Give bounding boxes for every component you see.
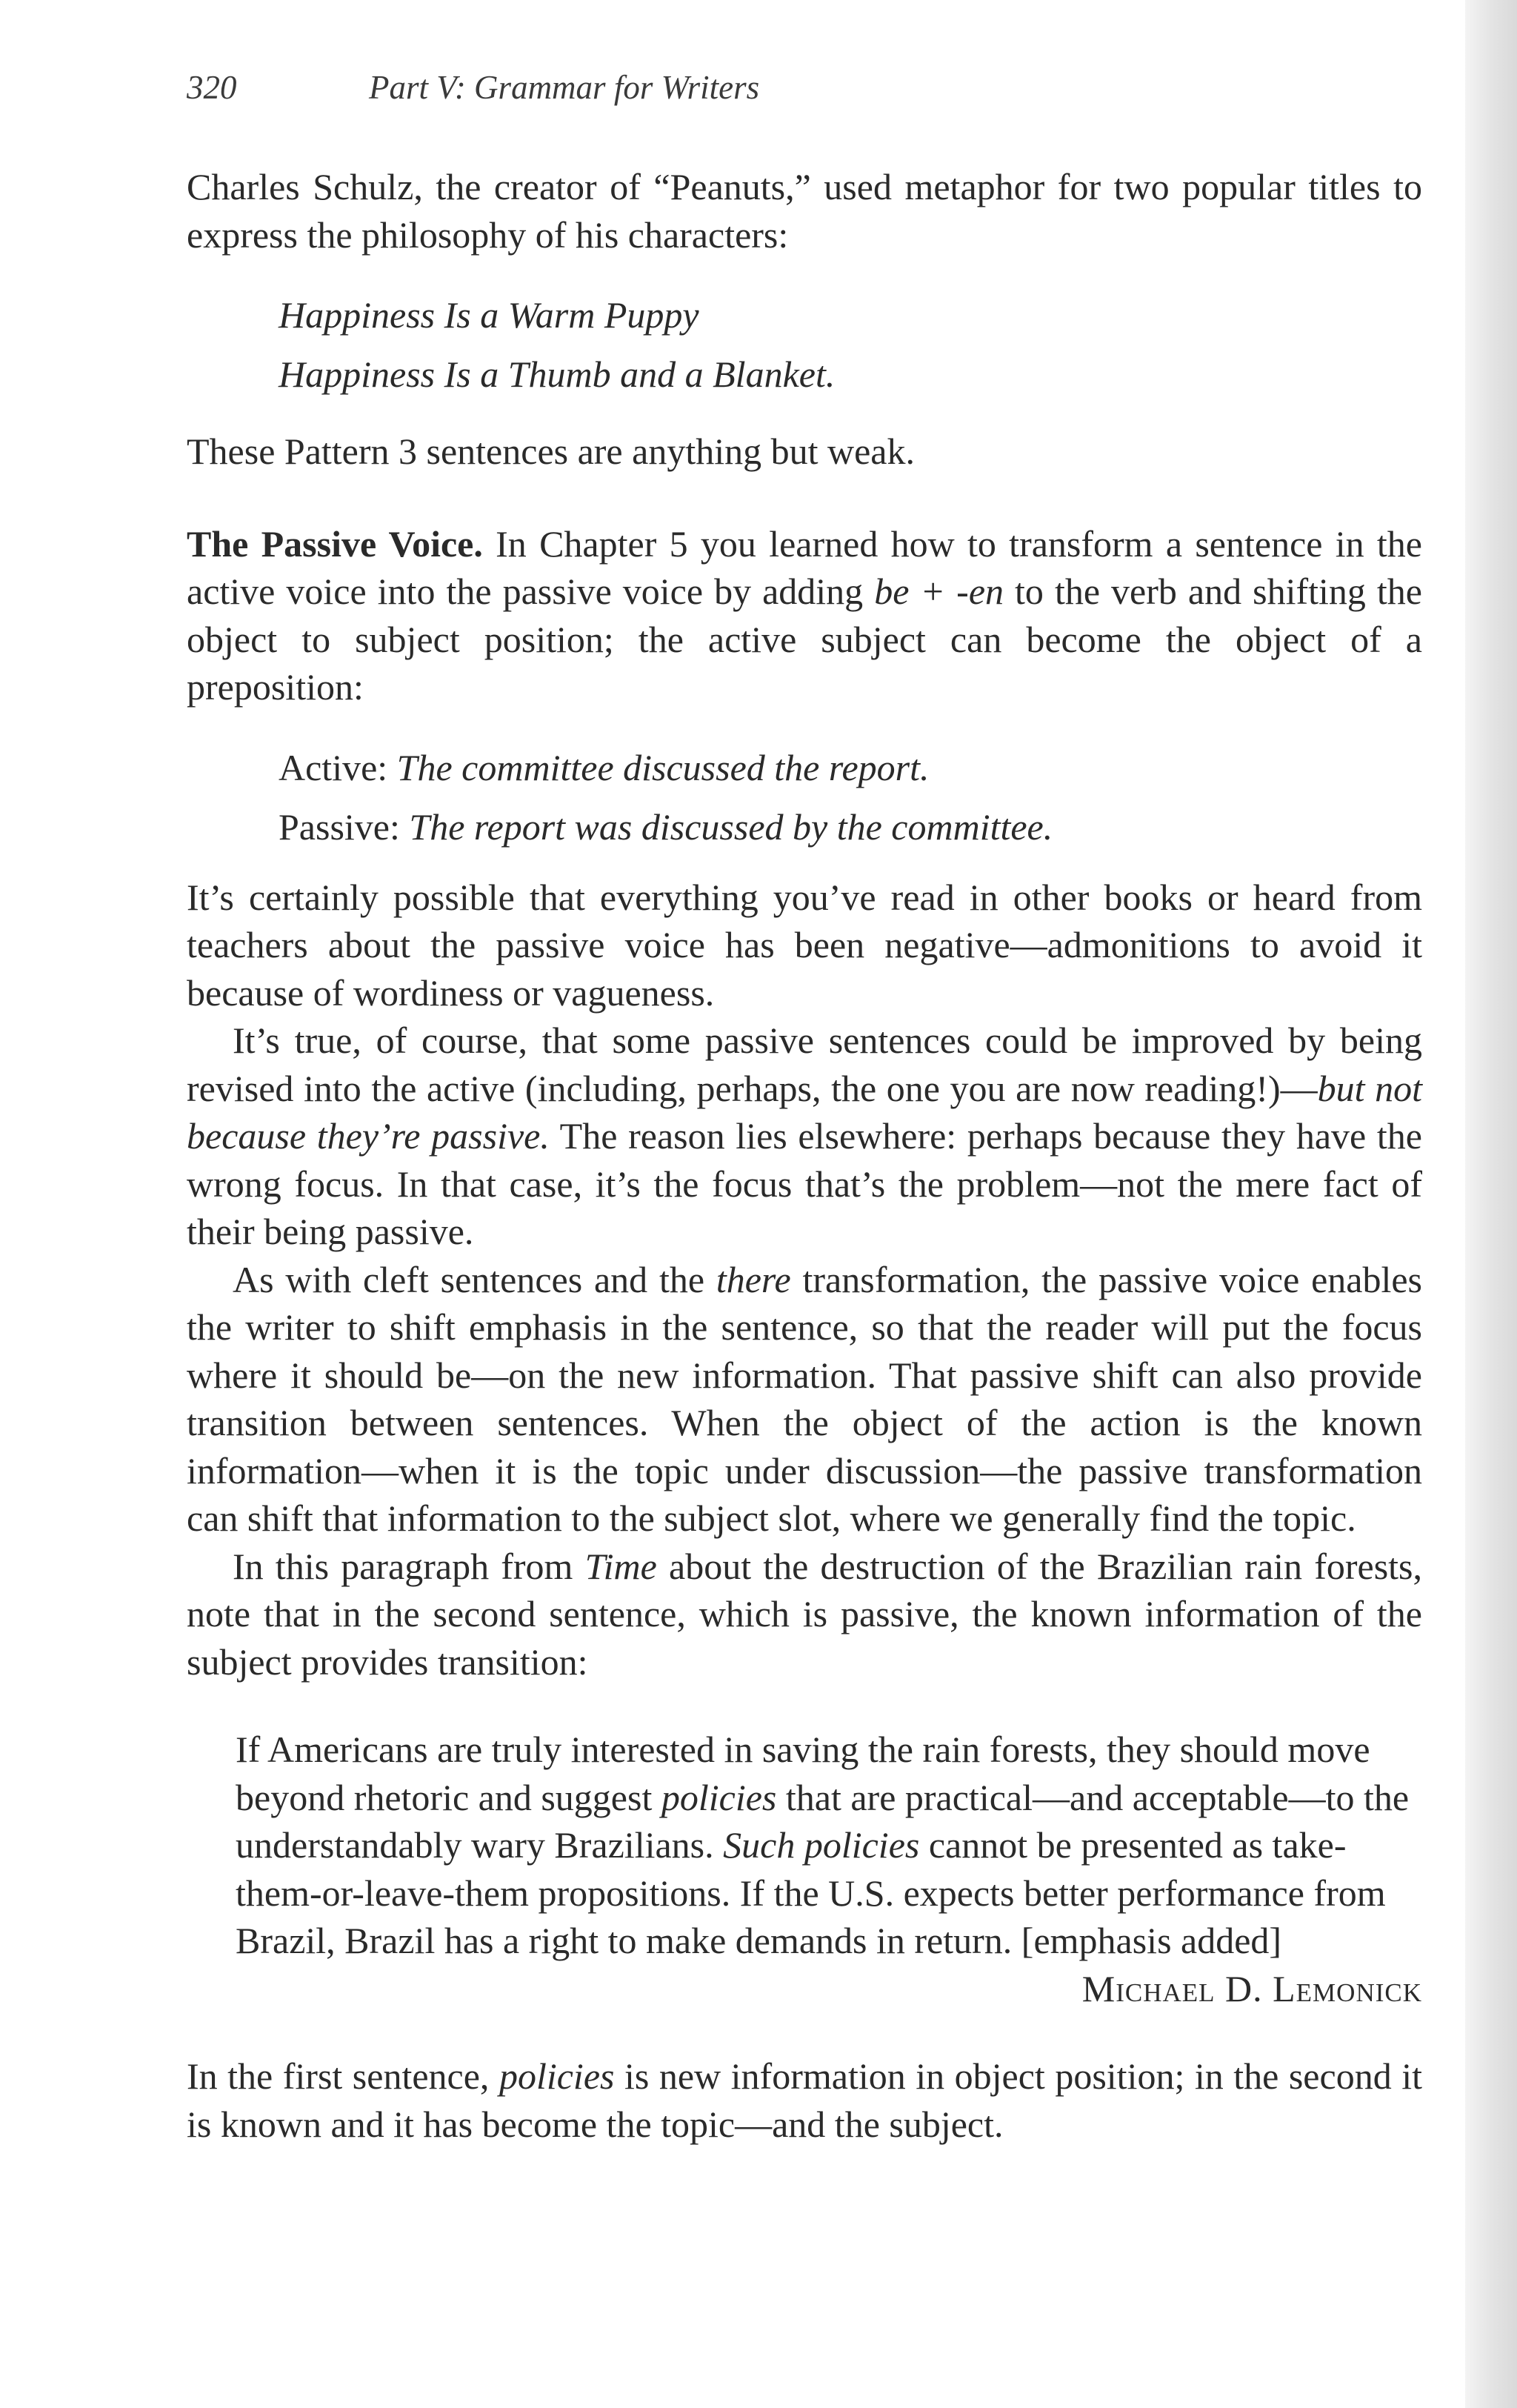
section-heading: The Passive Voice. <box>187 522 483 565</box>
title-item: Happiness Is a Thumb and a Blanket. <box>279 353 836 395</box>
paragraph-final: In the first sentence, policies is new information in object position; in the second it is known and it has become the topic—and the subject. <box>187 2055 1422 2145</box>
paragraph-cleft: As with cleft sentences and the there transformation, the passive voice enables the writer to shift emphasis in the sentence, so that the reader will put the focus where it should be—on the new information. That passive shift can also provide transition between sentences. When the object of the action is the known information—when it is the topic under discussion—the passive transformation can shift that information to the subject slot, where we generally find the topic. <box>187 1258 1422 1539</box>
book-page <box>187 65 1422 2148</box>
paragraph-pattern3: These Pattern 3 sentences are anything but weak. <box>187 430 915 472</box>
paragraph-passive-voice: The Passive Voice. In Chapter 5 you learned how to transform a sentence in the active voice into the passive voice by adding be + -en to the verb and shifting the object to subject position; the active subject can become the object of a preposition: <box>187 522 1422 708</box>
running-head-title: Part V: Grammar for Writers <box>369 69 760 106</box>
title-list <box>279 291 1422 410</box>
paragraph-time: In this paragraph from Time about the destruction of the Brazilian rain forests, note that in the second sentence, which is passive, the known information of the subject provides transition: <box>187 1545 1422 1683</box>
be-en-term: be + -en <box>874 571 1004 612</box>
page-number: 320 <box>187 69 237 106</box>
paragraph-certainly: It’s certainly possible that everything you’ve read in other books or heard from teachers about the passive voice has been negative—admonitions to avoid it because of wordiness or vagueness. <box>187 876 1422 1014</box>
example-active: Active: The committee discussed the report. <box>279 746 930 788</box>
paragraph-schulz: Charles Schulz, the creator of “Peanuts,” used metaphor for two popular titles to express the philosophy of his characters: <box>187 166 1422 256</box>
running-head <box>187 65 1422 110</box>
example-list <box>187 744 1422 851</box>
paragraph-true: It’s true, of course, that some passive sentences could be improved by being revised into the active (including, perhaps, the one you are now reading!)—but not because they’re passive. The reason lies elsewhere: perhaps because they have the wrong focus. In that case, it’s the focus that’s the problem—not the mere fact of their being passive. <box>187 1020 1422 1252</box>
block-quote: If Americans are truly interested in saving the rain forests, they should move beyond rhetoric and suggest policies that are practical—and acceptable—to the understandably wary Brazilians. Such policies cannot be presented as take-them-or-leave-them propositions. If the U.S. expects better performance from Brazil, Brazil has a right to make demands in return. [emphasis added] <box>236 1729 1410 1961</box>
example-passive: Passive: The report was discussed by the committee. <box>279 806 1053 848</box>
page-edge-shadow <box>1465 0 1517 2408</box>
title-item: Happiness Is a Warm Puppy <box>279 294 699 336</box>
quote-attribution: Michael D. Lemonick <box>1081 1967 1422 2009</box>
